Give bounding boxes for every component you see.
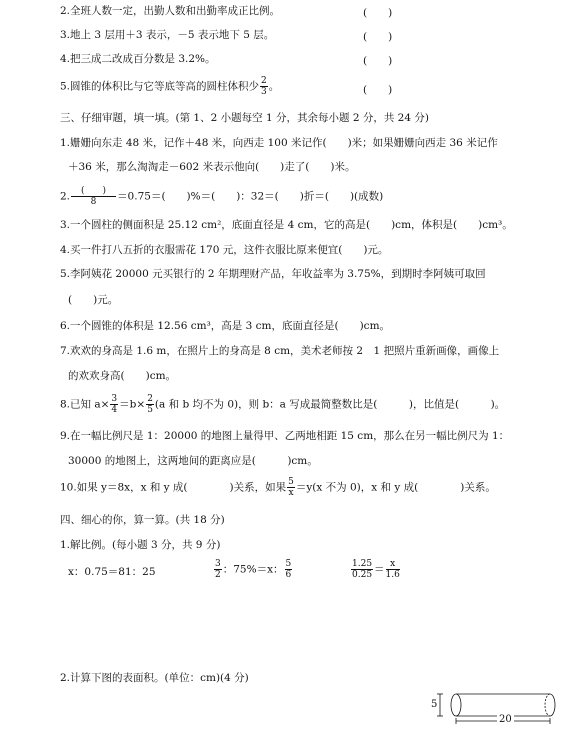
judge-q3: 3.地上 3 层用＋3 表示，－5 表示地下 5 层。 — [60, 29, 275, 41]
fraction: $\frac{3}{2}$ — [215, 559, 221, 580]
s3-q7-line1: 7.欢欢的身高是 1.6 m，在照片上的身高是 8 cm，美术老师按 2 1 把照片重新画像，画像上 — [60, 345, 500, 357]
s3-q1-line1: 1.姗姗向东走 48 米，记作＋48 米，向西走 100 米记作( )米；如果姗姗向西走 36 米记作 — [60, 137, 498, 149]
cylinder-left-base — [451, 694, 461, 716]
fraction: $\frac{1.25}{0.25}$ — [352, 559, 373, 580]
s3-q10: 10.如果 y＝8x，x 和 y 成( )关系，如果 $\frac{5}{x}$ ＝y(x 不为 0)，x 和 y 成( )关系。 — [60, 477, 496, 498]
judge-q5: 5.圆锥的体积比与它等底等高的圆柱体积少 $\frac{2}{3}$ 。 — [60, 76, 280, 97]
s3-q5-line1: 5.李阿姨花 20000 元买银行的 2 年期理财产品，年收益率为 3.75%，到期时李阿姨可取回 — [60, 268, 486, 280]
s3-q7-line2: 的欢欢身高( )cm。 — [68, 370, 177, 382]
s3-q8: 8.已知 a× $\frac{3}{4}$ ＝b× $\frac{2}{5}$ (a 和 b 均不为 0)，则 b：a 写成最简整数比是( )，比值是( )。 — [60, 394, 506, 415]
judge-q4: 4.把三成二改成百分数是 3.2%。 — [60, 53, 216, 65]
fraction: $\frac{( )}{8}$ — [71, 186, 116, 207]
judge-q4-paren: ( ) — [363, 55, 393, 67]
figure-height-label: 5 — [431, 699, 438, 710]
s4-sub1: 1.解比例。(每小题 3 分，共 9 分) — [60, 539, 221, 551]
s4-problem-2: $\frac{3}{2}$ ：75%＝x： $\frac{5}{6}$ — [215, 559, 292, 580]
s4-problem-1: x：0.75＝81：25 — [68, 566, 156, 578]
s4-sub2: 2.计算下图的表面积。(单位：cm)(4 分) — [60, 672, 249, 684]
fraction: $\frac{2}{5}$ — [147, 394, 153, 415]
s3-q5-line2: ( )元。 — [68, 294, 119, 306]
s3-q1-line2: ＋36 米，那么淘淘走－602 米表示他向( )走了( )米。 — [68, 161, 356, 173]
cylinder-right-base-front — [550, 694, 555, 716]
figure-length-label: 20 — [499, 714, 512, 725]
s3-q9-line2: 30000 的地图上，这两地间的距离应是( )cm。 — [68, 455, 318, 467]
fraction: $\frac{5}{6}$ — [285, 559, 292, 580]
s4-problem-3: $\frac{1.25}{0.25}$ ＝ $\frac{x}{1.6}$ — [352, 559, 400, 580]
s3-q6: 6.一个圆锥的体积是 12.56 cm³，高是 3 cm，底面直径是( )cm。 — [60, 320, 391, 332]
fraction: $\frac{3}{4}$ — [111, 394, 118, 415]
section4-heading: 四、细心的你，算一算。(共 18 分) — [60, 514, 225, 526]
s3-q3: 3.一个圆柱的侧面积是 25.12 cm²，底面直径是 4 cm，它的高是( )cm，体积是( )cm³。 — [60, 219, 513, 231]
cylinder-right-base-hidden — [545, 694, 550, 716]
judge-q2-paren: ( ) — [363, 7, 393, 19]
judge-q5-paren: ( ) — [363, 84, 393, 96]
s3-q2: 2. $\frac{( )}{8}$ ＝0.75＝( )%＝( )：32＝( )折＝( )(成数) — [60, 186, 384, 207]
fraction: $\frac{2}{3}$ — [261, 76, 267, 97]
judge-q2: 2.全班人数一定，出勤人数和出勤率成正比例。 — [60, 5, 281, 17]
s3-q4: 4.买一件打八五折的衣服需花 170 元，这件衣服比原来便宜( )元。 — [60, 244, 389, 256]
fraction: $\frac{x}{1.6}$ — [385, 559, 400, 580]
judge-q3-paren: ( ) — [363, 31, 393, 43]
section3-heading: 三、仔细审题，填一填。(第 1、2 小题每空 1 分，其余每小题 2 分，共 24 分) — [60, 112, 429, 124]
fraction: $\frac{5}{x}$ — [288, 477, 294, 498]
s3-q9-line1: 9.在一幅比例尺是 1：20000 的地图上量得甲、乙两地相距 15 cm，那么在另一幅比例尺为 1： — [60, 430, 510, 442]
